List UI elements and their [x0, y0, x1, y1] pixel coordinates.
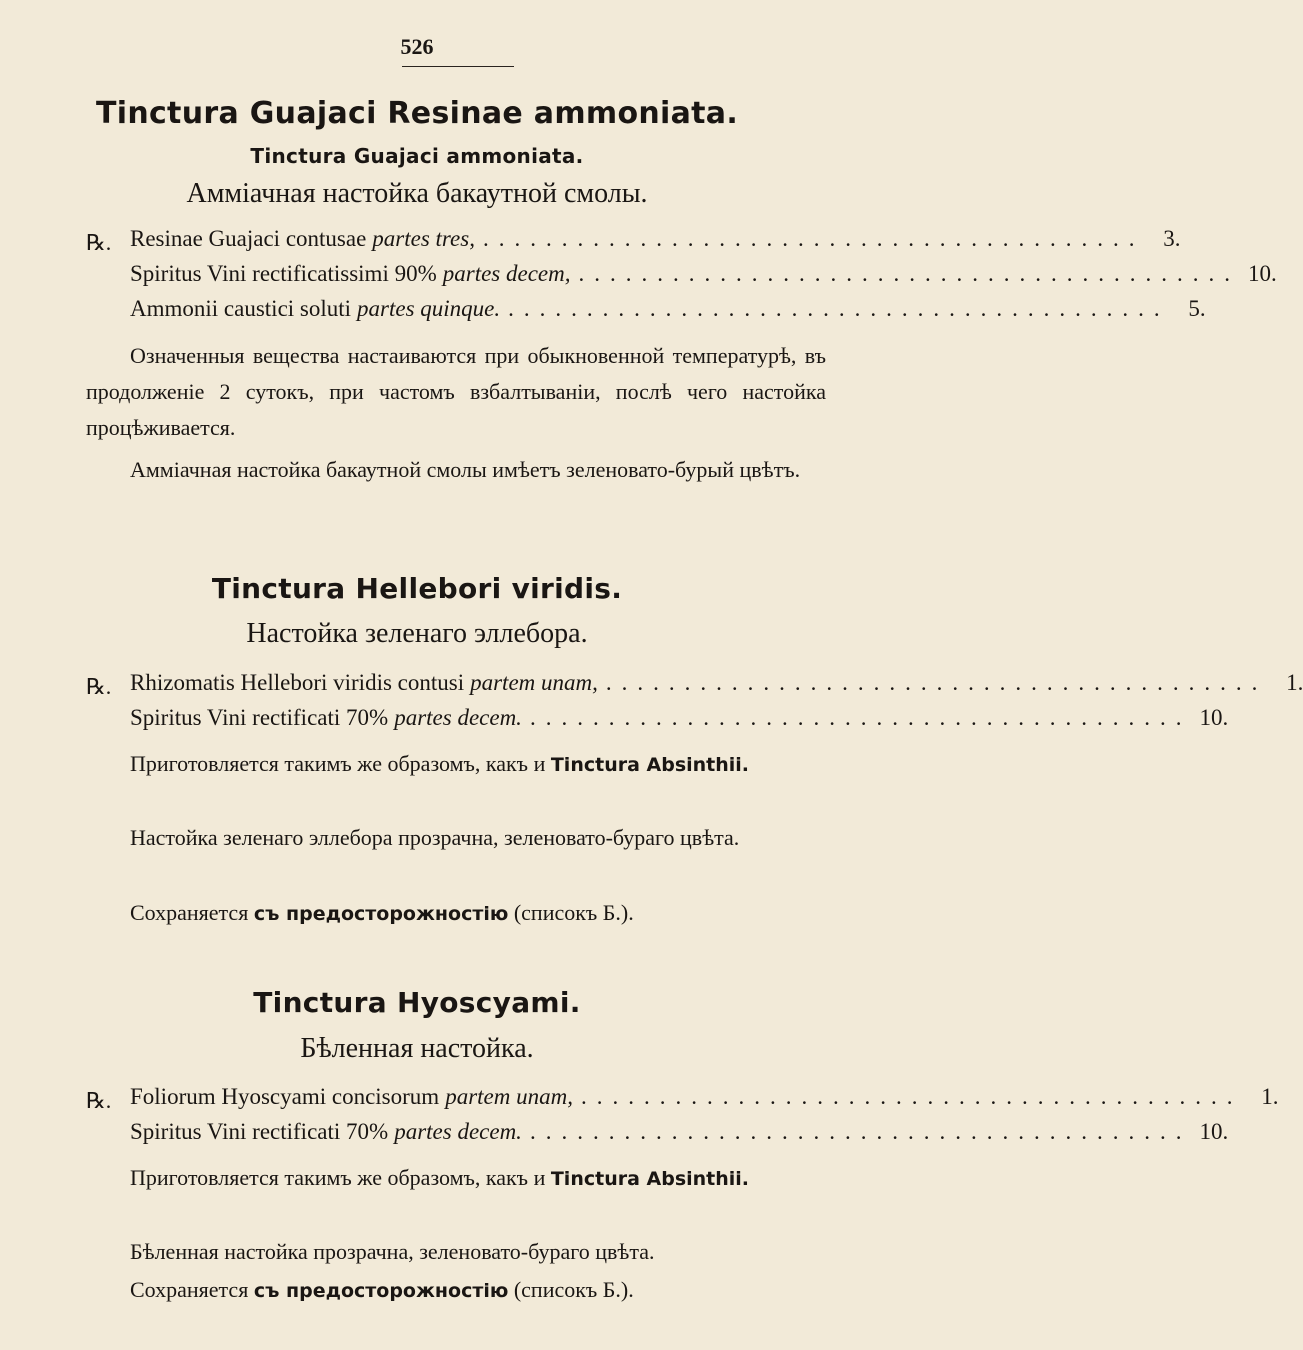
- page-number: 526: [400, 34, 434, 59]
- ingredient: Spiritus Vini rectificati 70%: [130, 705, 389, 730]
- leader-dots: ..........................................: [529, 1119, 1192, 1144]
- ingredient: Foliorum Hyoscyami concisorum: [130, 1084, 440, 1109]
- leader-dots: ..........................................: [508, 296, 1170, 321]
- section-russian-title: Аммiачная настойка бакаутной смолы.: [186, 178, 648, 209]
- leader-dots: ..........................................: [482, 226, 1145, 251]
- paragraph-text: (списокъ Б.).: [513, 1277, 634, 1302]
- recipe-line: [130, 296, 1206, 332]
- recipe-symbol: ℞.: [86, 1088, 112, 1113]
- quantity: partes decem.: [394, 1119, 522, 1144]
- ingredient: Spiritus Vini rectificatissimi 90%: [130, 261, 437, 286]
- quantity: partem unam,: [470, 670, 598, 695]
- paragraph-text: Сохраняется: [130, 900, 249, 925]
- section-synonym: Tinctura Guajaci ammoniata.: [250, 144, 584, 168]
- cross-reference: Tinctura Absinthii.: [550, 1168, 750, 1190]
- paragraph-text: Приготовляется такимъ же образомъ, какъ и: [130, 751, 546, 776]
- paragraph: [86, 1272, 826, 1309]
- paragraph-text: Приготовляется такимъ же образомъ, какъ и: [130, 1165, 546, 1190]
- recipe-line: [130, 261, 1277, 297]
- paragraph-text: Сохраняется: [130, 1277, 249, 1302]
- section-russian-title: Бѣленная настойка.: [300, 1033, 534, 1064]
- quantity: partes quinque.: [357, 296, 501, 321]
- amount: 3.: [1163, 226, 1181, 251]
- section-russian-title: Настойка зеленаго эллебора.: [246, 618, 588, 649]
- caution-note: съ предосторожностiю: [253, 1280, 509, 1302]
- leader-dots: ..........................................: [578, 261, 1240, 286]
- ingredient: Resinae Guajaci contusae: [130, 226, 367, 251]
- caution-note: съ предосторожностiю: [253, 903, 509, 925]
- recipe-line: [130, 226, 1181, 262]
- paragraph: Бѣленная настойка прозрачна, зеленовато-бураго цвѣта.: [130, 1239, 655, 1264]
- paragraph-text: (списокъ Б.).: [513, 900, 634, 925]
- ingredient: Rhizomatis Hellebori viridis contusi: [130, 670, 465, 695]
- leader-dots: ..........................................: [605, 670, 1268, 695]
- amount: 1.: [1286, 670, 1303, 695]
- paragraph: Настойка зеленаго эллебора прозрачна, зеленовато-бураго цвѣта.: [130, 825, 740, 850]
- paragraph: [86, 895, 826, 932]
- quantity: partes tres,: [372, 226, 475, 251]
- recipe-symbol: ℞.: [86, 674, 112, 699]
- page-number-rule: [402, 66, 514, 67]
- ingredient: Spiritus Vini rectificati 70%: [130, 1119, 389, 1144]
- section-title: Tinctura Hyoscyami.: [253, 986, 581, 1019]
- cross-reference: Tinctura Absinthii.: [550, 754, 750, 776]
- ingredient: Ammonii caustici soluti: [130, 296, 352, 321]
- paragraph: [86, 1160, 826, 1197]
- section-title: Tinctura Guajaci Resinae ammoniata.: [95, 96, 739, 131]
- amount: 10.: [1248, 261, 1277, 286]
- paragraph: [86, 746, 826, 783]
- recipe-symbol: ℞.: [86, 230, 112, 255]
- paragraph: Аммiачная настойка бакаутной смолы имѣетъ зеленовато-бурый цвѣтъ.: [130, 457, 801, 482]
- leader-dots: ..........................................: [580, 1084, 1243, 1109]
- amount: 1.: [1261, 1084, 1279, 1109]
- section-title: Tinctura Hellebori viridis.: [211, 572, 623, 605]
- leader-dots: ..........................................: [529, 705, 1192, 730]
- recipe-line: [130, 670, 1303, 706]
- amount: 10.: [1199, 705, 1229, 730]
- recipe-line: [130, 1084, 1279, 1120]
- recipe-line: [130, 705, 1229, 741]
- recipe-line: [130, 1119, 1229, 1155]
- quantity: partes decem.: [394, 705, 522, 730]
- amount: 10.: [1199, 1119, 1229, 1144]
- amount: 5.: [1188, 296, 1206, 321]
- quantity: partem unam,: [445, 1084, 573, 1109]
- quantity: partes decem,: [442, 261, 571, 286]
- paragraph: Означенныя вещества настаиваются при обыкновенной температурѣ, въ продолженiе 2 сутокъ, при частомъ взбалтыванiи, послѣ чего настойка процѣживается.: [86, 343, 826, 440]
